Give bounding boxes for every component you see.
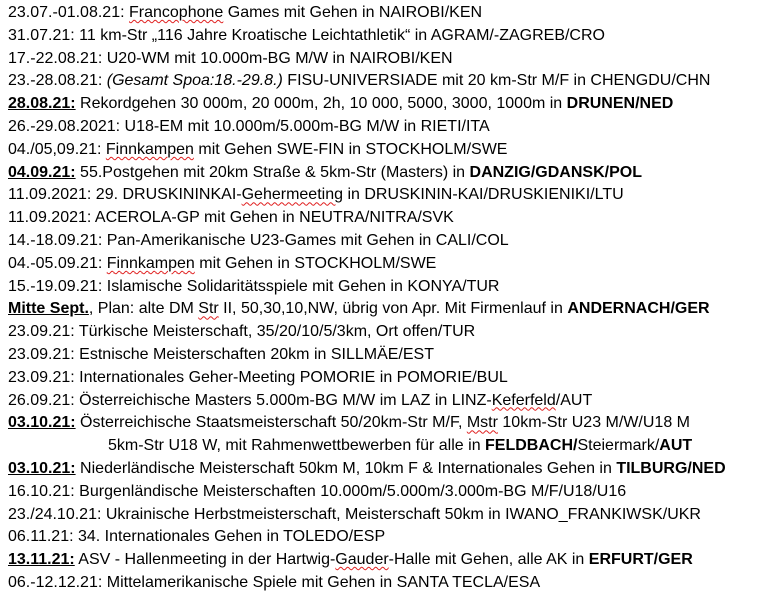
event-date: 23.09.21: <box>8 345 75 363</box>
event-date: 03.10.21: <box>8 459 76 477</box>
event-date: 06.11.21: <box>8 528 74 546</box>
event-line <box>0 48 773 71</box>
event-text: Türkische Meisterschaft, 35/20/10/5/3km, Ort offen/TUR <box>74 323 476 341</box>
event-date: 23./24.10.21: <box>8 505 102 523</box>
event-text: Estnische Meisterschaften 20km in SILLMÄE/EST <box>74 345 434 363</box>
event-line <box>0 139 773 162</box>
event-text: Mittelamerikanische Spiele mit Gehen in SANTA TECLA/ESA <box>102 573 541 591</box>
event-date: 15.-19.09.21: <box>8 277 103 295</box>
event-location: ERFURT/GER <box>588 551 693 569</box>
event-text: Österreichische Staatsmeisterschaft 50/20km-Str M/F, <box>75 414 467 432</box>
event-text: 10km-Str U23 M/W/U18 M <box>497 414 690 432</box>
event-text: Niederländische Meisterschaft 50km M, 10km F & Internationales Gehen in <box>75 459 617 477</box>
event-line <box>0 230 773 253</box>
event-text: FISU-UNIVERSIADE mit 20 km-Str M/F in CHENGDU/CHN <box>282 72 711 90</box>
event-date: 11.09.2021: <box>8 209 92 227</box>
event-line <box>0 2 773 25</box>
event-text: Rekordgehen 30 000m, 20 000m, 2h, 10 000, 5000, 3000, 1000m in <box>75 95 567 113</box>
event-text: U18-EM mit 10.000m/5.000m-BG M/W in RIETI/ITA <box>120 117 490 135</box>
event-location: ANDERNACH/GER <box>567 300 710 318</box>
event-date: 23.07.-01.08.21: <box>8 4 125 21</box>
event-line <box>0 549 773 572</box>
event-text: Steiermark/ <box>577 437 660 455</box>
event-text: 5km-Str U18 W, mit Rahmenwettbewerben für alle in <box>108 437 486 455</box>
event-line <box>0 481 773 504</box>
spellcheck-word: Gehermeeting <box>241 186 343 204</box>
event-text: 34. Internationales Gehen in TOLEDO/ESP <box>73 528 386 546</box>
event-text: Islamische Solidaritätsspiele mit Gehen in KONYA/TUR <box>102 277 500 295</box>
event-date: 28.08.21: <box>8 95 76 113</box>
event-text: U20-WM mit 10.000m-BG M/W in NAIROBI/KEN <box>102 49 453 67</box>
event-text: mit Gehen SWE-FIN in STOCKHOLM/SWE <box>193 140 508 158</box>
event-date: 03.10.21: <box>8 414 76 432</box>
event-text: Games mit Gehen in NAIROBI/KEN <box>223 4 483 21</box>
event-text: , Plan: alte DM <box>88 300 199 318</box>
event-text: -Halle mit Gehen, alle AK in <box>388 551 589 569</box>
event-line <box>0 162 773 185</box>
event-text: Ukrainische Herbstmeisterschaft, Meisterschaft 50km in IWANO_FRANKIWSK/UKR <box>101 505 701 523</box>
event-text: ASV - Hallenmeeting in der Hartwig- <box>74 551 336 569</box>
event-date: 26.09.21: <box>8 391 75 409</box>
event-date: 23.-28.08.21: <box>8 72 103 90</box>
event-text: in DRUSKININ-KAI/DRUSKIENIKI/LTU <box>343 186 624 204</box>
event-text: 55.Postgehen mit 20km Straße & 5km-Str (Masters) in <box>75 163 470 181</box>
event-line <box>0 253 773 276</box>
event-location: TILBURG/NED <box>616 459 726 477</box>
event-line <box>0 526 773 549</box>
event-location: DRUNEN/NED <box>566 95 674 113</box>
spellcheck-word: Str <box>198 300 219 318</box>
event-line <box>0 458 773 481</box>
event-date: 04.09.21: <box>8 163 76 181</box>
event-line <box>0 184 773 207</box>
event-text: 29. DRUSKININKAI- <box>91 186 242 204</box>
spellcheck-word: Mstr <box>466 414 498 432</box>
spellcheck-word: Keferfeld <box>491 391 556 409</box>
event-line <box>0 572 773 595</box>
event-date: 04.-05.09.21: <box>8 254 103 272</box>
event-line <box>0 344 773 367</box>
event-line <box>0 321 773 344</box>
event-line <box>0 276 773 299</box>
event-line <box>0 116 773 139</box>
event-line <box>0 70 773 93</box>
event-line <box>0 25 773 48</box>
event-text: Internationales Geher-Meeting POMORIE in POMORIE/BUL <box>74 368 508 386</box>
event-date: Mitte Sept. <box>8 300 89 318</box>
event-text: /AUT <box>555 391 593 409</box>
event-date: 06.-12.12.21: <box>8 573 103 591</box>
event-date: 16.10.21: <box>8 482 75 500</box>
event-date: 23.09.21: <box>8 323 75 341</box>
event-text: (Gesamt Spoa:18.-29.8.) <box>106 72 283 90</box>
event-line <box>0 207 773 230</box>
event-date: 23.09.21: <box>8 368 75 386</box>
event-date: 11.09.2021: <box>8 186 92 204</box>
event-text: II, 50,30,10,NW, übrig von Apr. Mit Firmenlauf in <box>218 300 568 318</box>
event-text: 11 km-Str „116 Jahre Kroatische Leichtathletik“ in AGRAM/-ZAGREB/CRO <box>74 26 605 44</box>
spellcheck-word: Finnkampen <box>106 254 195 272</box>
event-line-continuation <box>0 435 773 458</box>
event-date: 31.07.21: <box>8 26 75 44</box>
event-date: 04./05,09.21: <box>8 140 102 158</box>
event-date: 14.-18.09.21: <box>8 231 103 249</box>
spellcheck-word: Gauder <box>335 551 389 569</box>
event-line <box>0 412 773 435</box>
spellcheck-word: Finnkampen <box>105 140 194 158</box>
event-text: Burgenländische Meisterschaften 10.000m/5.000m/3.000m-BG M/F/U18/U16 <box>74 482 627 500</box>
event-text: ACEROLA-GP mit Gehen in NEUTRA/NITRA/SVK <box>91 209 454 227</box>
event-line <box>0 298 773 321</box>
event-date: 13.11.21: <box>8 551 75 569</box>
event-line <box>0 367 773 390</box>
event-location: DANZIG/GDANSK/POL <box>469 163 642 181</box>
event-text: Österreichische Masters 5.000m-BG M/W im LAZ in LINZ- <box>74 391 492 409</box>
spellcheck-word: Francophone <box>129 4 224 21</box>
event-text: mit Gehen in STOCKHOLM/SWE <box>194 254 437 272</box>
event-location: AUT <box>659 437 693 455</box>
event-line <box>0 390 773 413</box>
event-line <box>0 504 773 527</box>
event-text: Pan-Amerikanische U23-Games mit Gehen in CALI/COL <box>102 231 509 249</box>
event-location: FELDBACH/ <box>485 437 578 455</box>
event-date: 26.-29.08.2021: <box>8 117 121 135</box>
event-line <box>0 93 773 116</box>
event-date: 17.-22.08.21: <box>8 49 103 67</box>
